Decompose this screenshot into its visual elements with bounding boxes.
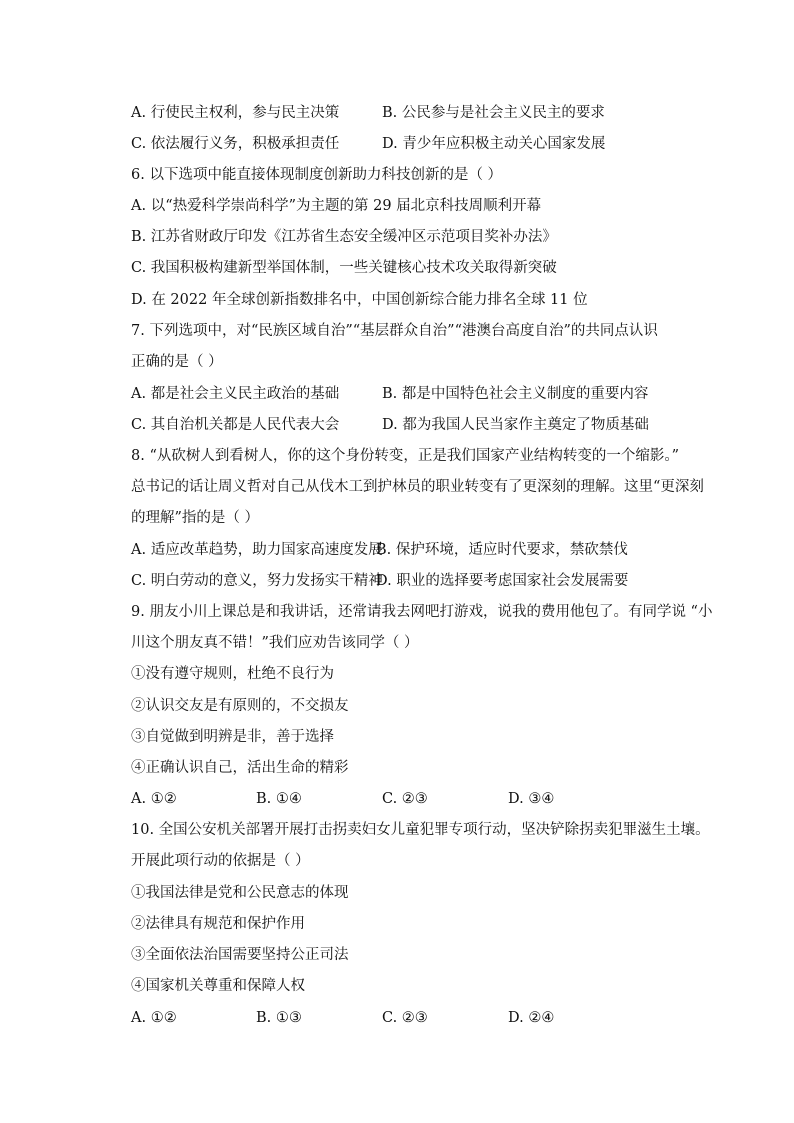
- q7-option-c: C. 其自治机关都是人民代表大会: [131, 417, 340, 433]
- q10-statement-2: ②法律具有规范和保护作用: [131, 916, 305, 932]
- q10-stem-line2: 开展此项行动的依据是（ ）: [131, 853, 310, 869]
- q5-option-c: C. 依法履行义务，积极承担责任: [131, 136, 340, 152]
- q6-option-d: D. 在 2022 年全球创新指数排名中，中国创新综合能力排名全球 11 位: [131, 292, 588, 308]
- q10-option-d: D. ②④: [508, 1010, 555, 1026]
- q10-stem-line1: 10. 全国公安机关部署开展打击拐卖妇女儿童犯罪专项行动，坚决铲除拐卖犯罪滋生土壤。: [131, 822, 710, 838]
- q8-stem-line3: 的理解”指的是（ ）: [131, 510, 260, 526]
- q10-statement-1: ①我国法律是党和公民意志的体现: [131, 885, 349, 901]
- q6-option-c: C. 我国积极构建新型举国体制，一些关键核心技术攻关取得新突破: [131, 260, 557, 276]
- q6-stem: 6. 以下选项中能直接体现制度创新助力科技创新的是（ ）: [131, 167, 503, 183]
- q9-stem-line1: 9. 朋友小川上课总是和我讲话，还常请我去网吧打游戏，说我的费用他包了。有同学说 “小: [131, 604, 713, 620]
- q7-stem-line2: 正确的是（ ）: [131, 354, 223, 370]
- q7-option-a: A. 都是社会主义民主政治的基础: [131, 386, 340, 402]
- q7-option-b: B. 都是中国特色社会主义制度的重要内容: [382, 386, 649, 402]
- q6-option-a: A. 以“热爱科学崇尚科学”为主题的第 29 届北京科技周顺利开幕: [131, 198, 542, 214]
- q6-option-b: B. 江苏省财政厅印发《江苏省生态安全缓冲区示范项目奖补办法》: [131, 229, 557, 245]
- q10-option-c: C. ②③: [382, 1010, 428, 1026]
- q9-option-b: B. ①④: [256, 791, 302, 807]
- q5-option-a: A. 行使民主权利，参与民主决策: [131, 105, 340, 121]
- q10-statement-3: ③全面依法治国需要坚持公正司法: [131, 947, 349, 963]
- q7-stem-line1: 7. 下列选项中，对“民族区域自治”“基层群众自治”“港澳台高度自治”的共同点认识: [131, 323, 658, 339]
- q9-option-c: C. ②③: [382, 791, 428, 807]
- q10-option-a: A. ①②: [131, 1010, 177, 1026]
- q8-option-a: A. 适应改革趋势，助力国家高速度发展: [131, 542, 383, 558]
- q9-stem-line2: 川这个朋友真不错！”我们应劝告该同学（ ）: [131, 635, 419, 651]
- q10-statement-4: ④国家机关尊重和保障人权: [131, 978, 305, 994]
- q9-statement-2: ②认识交友是有原则的，不交损友: [131, 698, 349, 714]
- q9-statement-1: ①没有遵守规则，杜绝不良行为: [131, 666, 334, 682]
- q9-statement-3: ③自觉做到明辨是非，善于选择: [131, 729, 334, 745]
- q10-option-b: B. ①③: [256, 1010, 302, 1026]
- q8-stem-line2: 总书记的话让周义哲对自己从伐木工到护林员的职业转变有了更深刻的理解。这里“更深刻: [131, 479, 704, 495]
- q8-stem-line1: 8. “从砍树人到看树人，你的这个身份转变，正是我们国家产业结构转变的一个缩影。”: [131, 448, 680, 464]
- q8-option-c: C. 明白劳动的意义，努力发扬实干精神: [131, 573, 383, 589]
- q5-option-d: D. 青少年应积极主动关心国家发展: [382, 136, 606, 152]
- q5-option-b: B. 公民参与是社会主义民主的要求: [382, 105, 605, 121]
- q8-option-b: B. 保护环境，适应时代要求，禁砍禁伐: [376, 542, 628, 558]
- q9-statement-4: ④正确认识自己，活出生命的精彩: [131, 760, 349, 776]
- q7-option-d: D. 都为我国人民当家作主奠定了物质基础: [382, 417, 649, 433]
- q9-option-a: A. ①②: [131, 791, 177, 807]
- q8-option-d: D. 职业的选择要考虑国家社会发展需要: [376, 573, 629, 589]
- q9-option-d: D. ③④: [508, 791, 555, 807]
